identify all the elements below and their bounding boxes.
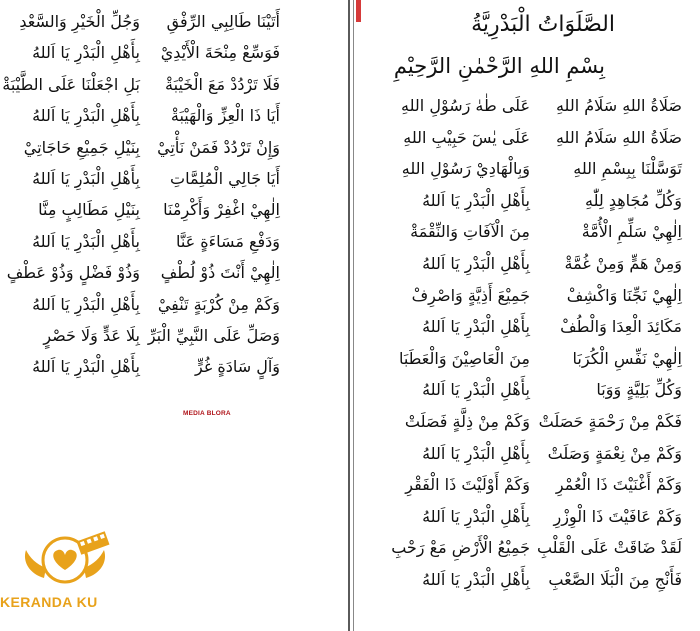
media-blora-watermark: MEDIA BLORA — [183, 410, 231, 417]
right-page — [352, 0, 700, 631]
verse-second-hemistich: بِأَهْلِ الْبَدْرِ يَا اَللهُ — [422, 570, 530, 589]
verse-first-hemistich: وَصَلِّ عَلَى النَّبِيِّ الْبَرِّ — [147, 326, 280, 345]
verse-first-hemistich: وَكَمْ عَافَيْتَ ذَا الْوِزْرِ — [553, 506, 682, 526]
verse-first-hemistich: وَكُلِّ مُجَاهِدٍ لِلّٰهِ — [585, 190, 682, 210]
verse-first-hemistich: تَوَسَّلْنَا بِبِسْمِ اللهِ — [573, 159, 682, 179]
verse-second-hemistich: بِأَهْلِ الْبَدْرِ يَا اَللهُ — [422, 380, 530, 400]
verse-second-hemistich: مِنَ الْعَاصِيْنَ وَالْعَطَبَا — [398, 348, 530, 368]
verse-second-hemistich: وَذُوْ فَضْلٍ وَذُوْ عَطْفٍ — [6, 263, 140, 283]
verse-second-hemistich: بِأَهْلِ الْبَدْرِ يَا اَللهُ — [32, 106, 140, 126]
verse-first-hemistich: مَكَائِدَ الْعِدَا وَالْطُفْ — [560, 317, 682, 337]
verse-first-hemistich: فَكَمْ مِنْ رَحْمَةٍ حَصَلَتْ — [538, 412, 682, 431]
book-gutter-shadow — [353, 0, 354, 631]
book-gutter-line — [348, 0, 350, 631]
verse-first-hemistich: وَكَمْ مِنْ نِعْمَةٍ وَصَلَتْ — [547, 443, 682, 463]
verse-second-hemistich: وَكَمْ أَوْلَيْتَ ذَا الْفَقْرِ — [405, 475, 530, 495]
verse-second-hemistich: وَبِالْهَادِيْ رَسُوْلِ اللهِ — [401, 159, 530, 179]
verse-first-hemistich: وَكَمْ أَغْنَيْتَ ذَا الْعُمْرِ — [555, 475, 682, 495]
verse-first-hemistich: أَيَا جَالِي الْمُلِمَّاتِ — [170, 169, 280, 188]
verse-second-hemistich: جَمِيْعُ الْأَرْضِ مَعْ رَحْبِ — [391, 538, 530, 558]
verse-first-hemistich: صَلَاةُ اللهِ سَلَامُ اللهِ — [555, 96, 682, 115]
verse-first-hemistich: وَإِنْ تَرْدُدْ فَمَنْ نَأْتِيْ — [157, 137, 280, 157]
verse-second-hemistich: بِأَهْلِ الْبَدْرِ يَا اَللهُ — [32, 357, 140, 377]
verse-first-hemistich: وَكَمْ مِنْ كُرْبَةٍ تَنْفِيْ — [157, 294, 280, 314]
verse-first-hemistich: وَدَفْعِ مَسَاءَةٍ عَنَّا — [175, 231, 280, 251]
verse-first-hemistich: أَتَيْنَا طَالِبِي الرِّفْقِ — [166, 12, 280, 31]
verse-first-hemistich: اِلٰهِيْ نَجِّنَا وَاكْشِفْ — [566, 285, 682, 305]
verse-first-hemistich: وَمِنْ هَمٍّ وَمِنْ غُمَّةْ — [564, 254, 682, 273]
page-heading: الصَّلَوَاتُ الْبَدْرِيَّةُ — [471, 12, 615, 37]
verse-second-hemistich: بِأَهْلِ الْبَدْرِ يَا اَللهُ — [422, 317, 530, 337]
verse-first-hemistich: وَكُلِّ بَلِيَّةٍ وَوَبَا — [596, 380, 682, 400]
verse-first-hemistich: اِلٰهِيْ نَفِّسِ الْكُرَبَا — [572, 348, 682, 368]
verse-second-hemistich: بِأَهْلِ الْبَدْرِ يَا اَللهُ — [32, 169, 140, 188]
hands-heart-film-logo-icon — [0, 528, 130, 598]
verse-second-hemistich: مِنَ الْآفَاتِ وَالنِّقْمَةْ — [410, 222, 530, 242]
verse-second-hemistich: بِأَهْلِ الْبَدْرِ يَا اَللهُ — [32, 43, 140, 63]
page-edge-marker — [356, 0, 361, 22]
verse-first-hemistich: صَلَاةُ اللهِ سَلَامُ اللهِ — [555, 127, 682, 147]
verse-second-hemistich: بِأَهْلِ الْبَدْرِ يَا اَللهُ — [32, 294, 140, 314]
verse-second-hemistich: عَلَى يٰسٓ حَبِيْبِ اللهِ — [403, 127, 530, 147]
verse-second-hemistich: بِأَهْلِ الْبَدْرِ يَا اَللهُ — [32, 231, 140, 251]
verse-second-hemistich: بِأَهْلِ الْبَدْرِ يَا اَللهُ — [422, 506, 530, 526]
verse-second-hemistich: وَجُلِّ الْخَيْرِ وَالسَّعْدِ — [19, 12, 140, 31]
keranda-ku-logo — [0, 528, 130, 628]
verse-second-hemistich: بِأَهْلِ الْبَدْرِ يَا اَللهُ — [422, 254, 530, 273]
verse-first-hemistich: لَقَدْ ضَاقَتْ عَلَى الْقَلْبِ — [536, 538, 682, 558]
verse-second-hemistich: عَلَى طٰهٰ رَسُوْلِ اللهِ — [401, 96, 530, 115]
verse-first-hemistich: فَلَا تَرْدُدْ مَعَ الْخَيْبَةْ — [165, 74, 280, 94]
verse-first-hemistich: اِلٰهِيْ اغْفِرْ وَأَكْرِمْنَا — [163, 200, 280, 220]
keranda-ku-logo-text: KERANDA KU — [0, 594, 98, 610]
verse-second-hemistich: بِنَيْلِ جَمِيْعِ حَاجَاتِيْ — [23, 137, 140, 157]
verse-first-hemistich: أَيَا ذَا الْعِزِّ وَالْهَيْبَةْ — [170, 106, 280, 126]
verse-first-hemistich: اِلٰهِيْ سَلِّمِ الْأُمَّةْ — [581, 222, 682, 242]
verse-first-hemistich: فَأَنْجِ مِنَ الْبَلَا الصَّعْبِ — [548, 570, 682, 589]
verse-second-hemistich: بِلَا عَدٍّ وَلَا حَصْرٍ — [43, 326, 140, 345]
basmala-line: بِسْمِ اللهِ الرَّحْمٰنِ الرَّحِيْمِ — [393, 54, 605, 78]
verse-first-hemistich: فَوَسِّعْ مِنْحَةَ الْأَيْدِيْ — [160, 43, 280, 63]
verse-second-hemistich: بَلِ اجْعَلْنَا عَلَى الطَّيْبَةْ — [2, 74, 140, 94]
verse-second-hemistich: بِنَيْلِ مَطَالِبٍ مِنَّا — [38, 200, 140, 220]
verse-second-hemistich: بِأَهْلِ الْبَدْرِ يَا اَللهُ — [422, 443, 530, 463]
verse-second-hemistich: وَكَمْ مِنْ ذِلَّةٍ فَصَلَتْ — [404, 412, 530, 431]
verse-second-hemistich: بِأَهْلِ الْبَدْرِ يَا اَللهُ — [422, 190, 530, 210]
verse-second-hemistich: جَمِيْعَ أَذِيَّةٍ وَاصْرِفْ — [411, 285, 530, 305]
verse-first-hemistich: اِلٰهِيْ أَنْتَ ذُوْ لُطْفٍ — [160, 263, 280, 283]
verse-first-hemistich: وَآلٍ سَادَةٍ غُرٍّ — [195, 357, 280, 377]
